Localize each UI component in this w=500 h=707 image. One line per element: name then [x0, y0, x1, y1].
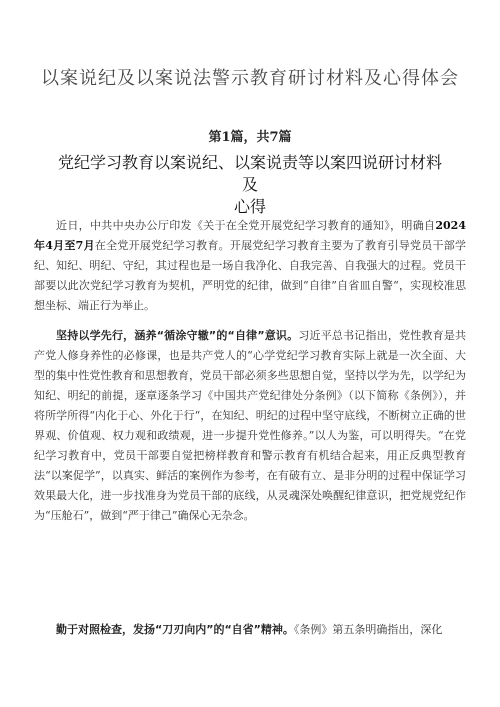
document-title: 以案说纪及以案说法警示教育研讨材料及心得体会	[41, 68, 459, 89]
paragraph-3-text: 《条例》第五条明确指出，深化	[293, 623, 443, 636]
paragraph-3-lead: 勤于对照检查，发扬“刀刃向内”的“自省”精神。	[56, 623, 294, 636]
paragraph-3	[34, 620, 466, 640]
paragraph-1-date: 2024年4月至7月	[34, 219, 466, 252]
paragraph-1-part2: 在全党开展党纪学习教育。开展党纪学习教育主要为了教育引导党员干部学纪、知纪、明纪、守纪，其过程也是一场自我净化、自我完善、自我强大的过程。党员干部要以此次党纪学习教育为契机，严明党的纪律，做到“自律”自省皿自警“，实现校准思想坐标、端正行为举止。	[34, 239, 466, 312]
article-title	[58, 152, 442, 218]
article-title-line2: 心得	[233, 197, 266, 216]
section-label: 第1篇，共7篇	[208, 130, 292, 145]
paragraph-2	[34, 326, 466, 526]
paragraph-1-part1: 近日，中共中央办公厅印发《关于在全党开展党纪学习教育的通知》，明确自	[56, 219, 436, 232]
paragraph-1	[34, 216, 466, 316]
paragraph-2-lead: 坚持以学先行，涵养“循涂守辙”的“自律”意识。	[56, 329, 299, 342]
article-title-line1: 党纪学习教育以案说纪、以案说责等以案四说研讨材料及	[58, 153, 443, 194]
paragraph-2-text: 习近平总书记指出，党性教育是共产党人修身养性的必修课，也是共产党人的“心学党纪学习教育实际上就是一次全面、大型的集中性党性教育和思想教育，党员干部必须多些思想自觉，坚持以学为先，以学纪为知纪、明纪的前提，逐章逐条学习《中国共产党纪律处分条例》（以下简称《条例》），并将所学所得“内化于心、外化于行“，在知纪、明纪的过程中坚守底线，不断树立正确的世界观、价值观、权力观和政绩观，进一步提升党性修养。”以人为鉴，可以明得失。“在党纪学习教育中，党员干部要自觉把榜样教育和警示教育有机结合起来，用正反典型教育法“以案促学”，以真实、鲜活的案例作为参考，在有破有立、是非分明的过程中保证学习效果最大化，进一步找准身为党员干部的底线，从灵魂深处唤醒纪律意识，把党规党纪作为“压舱石”，做到“严于律己”确保心无杂念。	[34, 329, 467, 522]
